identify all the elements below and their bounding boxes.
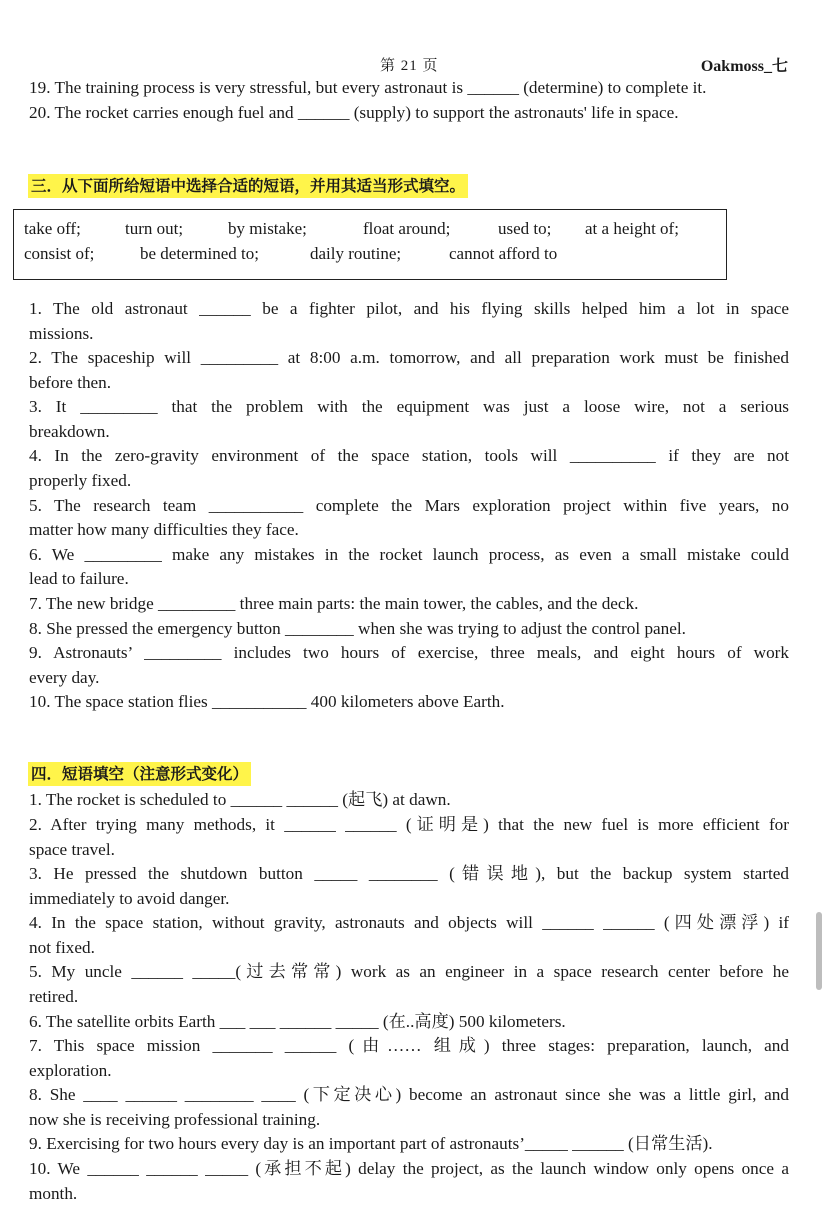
exercise-line: 1. The rocket is scheduled to ______ ______ (起飞) at dawn. xyxy=(29,790,451,809)
exercise-line: 5. My uncle ______ _____(过去常常) work as an engineer in a space research center before he xyxy=(29,962,789,981)
exercise-line: 3. It _________ that the problem with the equipment was just a loose wire, not a serious xyxy=(29,397,789,416)
phrase-item: daily routine; xyxy=(310,244,402,263)
exercise-line: every day. xyxy=(29,668,100,687)
exercise-line: 3. He pressed the shutdown button _____ ________ (错误地), but the backup system started xyxy=(29,864,789,883)
exercise-line: 6. We _________ make any mistakes in the rocket launch process, as even a small mistake could xyxy=(29,545,789,564)
phrase-item: consist of; xyxy=(24,244,95,263)
exercise-line: 2. After trying many methods, it ______ ______ (证明是) that the new fuel is more efficient for xyxy=(29,815,789,834)
exercise-line: properly fixed. xyxy=(29,471,132,490)
exercise-line: 10. The space station flies ___________ 400 kilometers above Earth. xyxy=(29,692,505,711)
exercise-line: 8. She pressed the emergency button ________ when she was trying to adjust the control panel. xyxy=(29,619,686,638)
phrase-item: cannot afford to xyxy=(449,244,558,263)
exercise-line: 6. The satellite orbits Earth ___ ___ ______ _____ (在..高度) 500 kilometers. xyxy=(29,1012,566,1031)
phrase-item: turn out; xyxy=(125,219,184,238)
exercise-line: lead to failure. xyxy=(29,569,129,588)
exercise-line: missions. xyxy=(29,324,94,343)
exercise-line: space travel. xyxy=(29,840,115,859)
exercise-line: 7. This space mission _______ ______ (由…… 组成) three stages: preparation, launch, and xyxy=(29,1036,789,1055)
exercise-line: immediately to avoid danger. xyxy=(29,889,230,908)
exercise-line: 4. In the space station, without gravity, astronauts and objects will ______ ______ (四处漂浮) if xyxy=(29,913,789,932)
page-header xyxy=(0,50,828,74)
exercise-line: 10. We ______ ______ _____ (承担不起) delay the project, as the launch window only opens once a xyxy=(29,1159,789,1178)
section-4-title: 四．短语填空（注意形式变化） xyxy=(28,762,251,786)
exercise-line: not fixed. xyxy=(29,938,95,957)
phrase-item: take off; xyxy=(24,219,81,238)
exercise-line: 19. The training process is very stressful, but every astronaut is ______ (determine) to complete it. xyxy=(29,78,707,97)
section-3-title: 三．从下面所给短语中选择合适的短语，并用其适当形式填空。 xyxy=(28,174,468,198)
exercise-line: 9. Astronauts’ _________ includes two hours of exercise, three meals, and eight hours of work xyxy=(29,643,789,662)
exercise-line: retired. xyxy=(29,987,79,1006)
exercise-line: 5. The research team ___________ complete the Mars exploration project within five years, no xyxy=(29,496,789,515)
exercise-line: 7. The new bridge _________ three main parts: the main tower, the cables, and the deck. xyxy=(29,594,639,613)
exercise-line: 20. The rocket carries enough fuel and ______ (supply) to support the astronauts' life in space. xyxy=(29,103,679,122)
exercise-line: 2. The spaceship will _________ at 8:00 a.m. tomorrow, and all preparation work must be finished xyxy=(29,348,789,367)
exercise-line: breakdown. xyxy=(29,422,110,441)
phrase-item: be determined to; xyxy=(140,244,259,263)
scrollbar-thumb[interactable] xyxy=(816,912,822,990)
page-number: 第 21 页 xyxy=(380,58,439,74)
exercise-line: now she is receiving professional training. xyxy=(29,1110,321,1129)
exercise-line: month. xyxy=(29,1184,78,1203)
exercise-line: matter how many difficulties they face. xyxy=(29,520,299,539)
exercise-line: 4. In the zero-gravity environment of the space station, tools will __________ if they are not xyxy=(29,446,789,465)
phrase-item: by mistake; xyxy=(228,219,307,238)
phrase-item: used to; xyxy=(498,219,552,238)
exercise-line: 8. She ____ ______ ________ ____ (下定决心) become an astronaut since she was a little girl, and xyxy=(29,1085,789,1104)
exercise-line: 1. The old astronaut ______ be a fighter pilot, and his flying skills helped him a lot in space xyxy=(29,299,789,318)
exercise-line: exploration. xyxy=(29,1061,112,1080)
exercise-line: before then. xyxy=(29,373,112,392)
phrase-item: float around; xyxy=(363,219,451,238)
exercise-line: 9. Exercising for two hours every day is an important part of astronauts’_____ ______ (日常生活). xyxy=(29,1134,713,1153)
phrase-item: at a height of; xyxy=(585,219,679,238)
brand-label: Oakmoss_七 xyxy=(700,58,788,75)
phrase-bank xyxy=(13,209,727,280)
